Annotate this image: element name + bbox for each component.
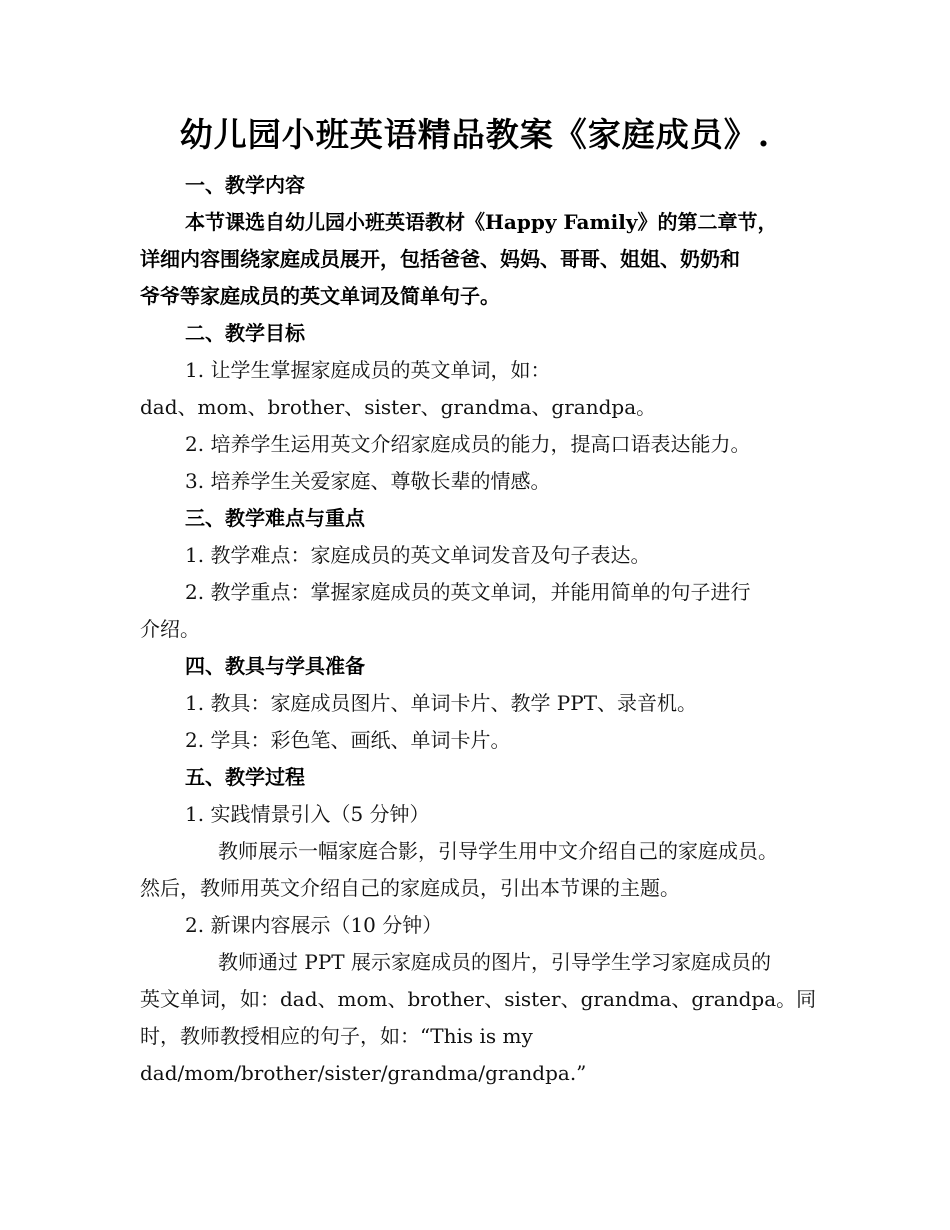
list-item: 1. 实践情景引入（5 分钟） — [185, 802, 430, 826]
list-item: 2. 学具：彩色笔、画纸、单词卡片。 — [185, 728, 511, 752]
list-item: 1. 教具：家庭成员图片、单词卡片、教学 PPT、录音机。 — [185, 691, 698, 715]
paragraph-line: 时，教师教授相应的句子，如：“This is my — [140, 1024, 533, 1048]
paragraph-line: 爷爷等家庭成员的英文单词及简单句子。 — [140, 284, 500, 308]
list-item: 3. 培养学生关爱家庭、尊敬长辈的情感。 — [185, 469, 551, 493]
section-heading-difficulties: 三、教学难点与重点 — [185, 506, 365, 530]
document-title: 幼儿园小班英语精品教案《家庭成员》. — [179, 115, 771, 154]
paragraph-line: 然后，教师用英文介绍自己的家庭成员，引出本节课的主题。 — [140, 876, 680, 900]
section-heading-process: 五、教学过程 — [185, 765, 305, 789]
list-item: 2. 新课内容展示（10 分钟） — [185, 913, 443, 937]
paragraph-line: 教师展示一幅家庭合影，引导学生用中文介绍自己的家庭成员。 — [218, 839, 778, 863]
paragraph-line: 介绍。 — [140, 617, 200, 641]
list-item: 2. 培养学生运用英文介绍家庭成员的能力，提高口语表达能力。 — [185, 432, 751, 456]
paragraph-line: dad、mom、brother、sister、grandma、grandpa。 — [140, 395, 657, 419]
section-heading-materials: 四、教具与学具准备 — [185, 654, 365, 678]
paragraph-line: 本节课选自幼儿园小班英语教材《Happy Family》的第二章节， — [185, 210, 778, 234]
section-heading-teaching-goals: 二、教学目标 — [185, 321, 305, 345]
paragraph-line: 详细内容围绕家庭成员展开，包括爸爸、妈妈、哥哥、姐姐、奶奶和 — [140, 247, 740, 271]
list-item: 1. 让学生掌握家庭成员的英文单词，如： — [185, 358, 551, 382]
paragraph-line: 英文单词，如：dad、mom、brother、sister、grandma、grandpa。同 — [140, 987, 817, 1011]
section-heading-teaching-content: 一、教学内容 — [185, 173, 305, 197]
paragraph-line: 教师通过 PPT 展示家庭成员的图片，引导学生学习家庭成员的 — [218, 950, 771, 974]
list-item: 1. 教学难点：家庭成员的英文单词发音及句子表达。 — [185, 543, 651, 567]
paragraph-line: dad/mom/brother/sister/grandma/grandpa.” — [140, 1061, 587, 1085]
list-item: 2. 教学重点：掌握家庭成员的英文单词，并能用简单的句子进行 — [185, 580, 751, 604]
